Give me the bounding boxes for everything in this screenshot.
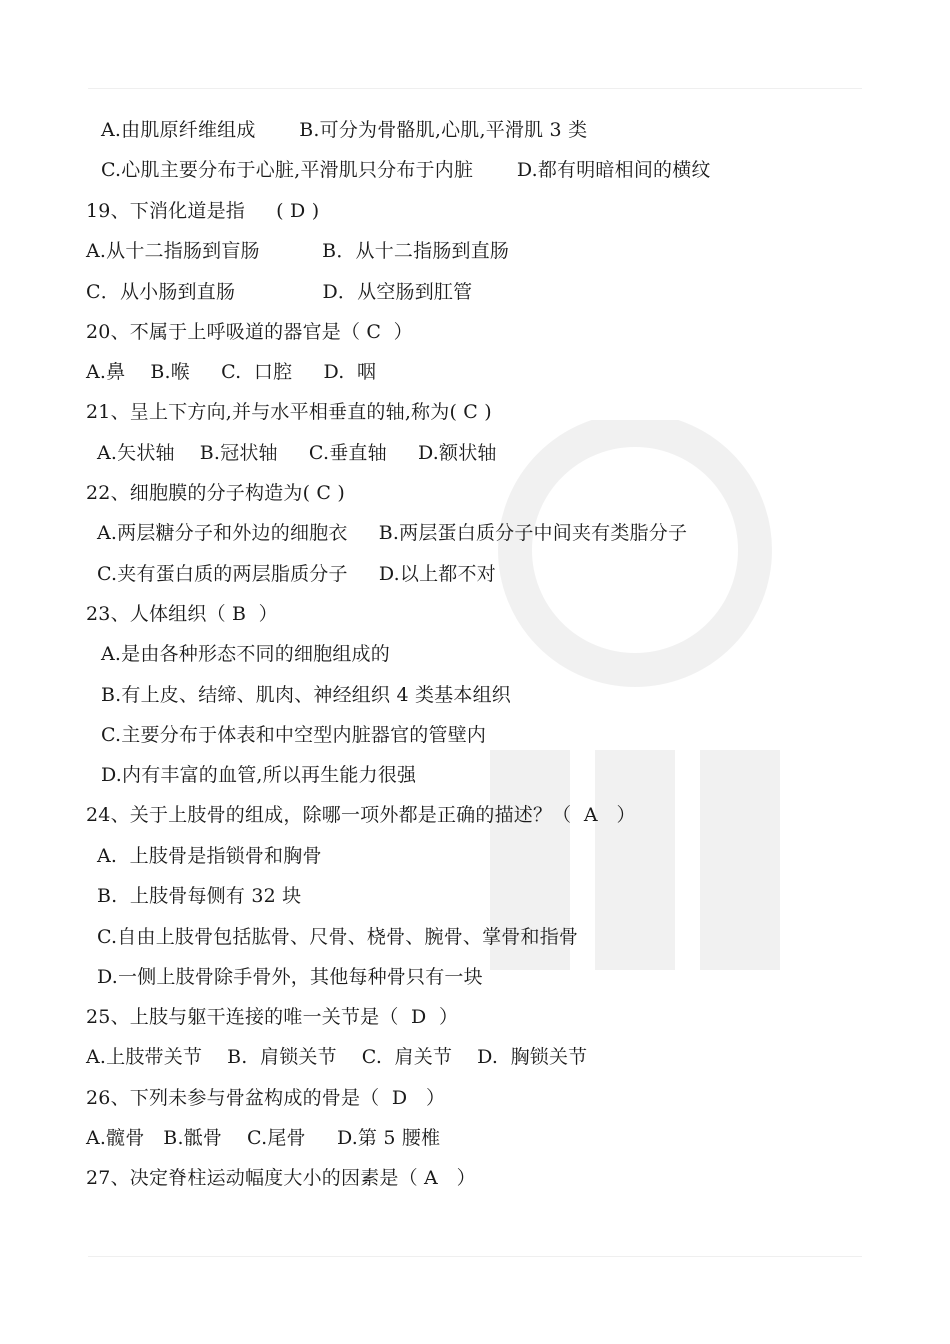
q26-options: A.髋骨 B.骶骨 C.尾骨 D.第 5 腰椎	[86, 1127, 441, 1149]
q22-options-a-b: A.两层糖分子和外边的细胞衣 B.两层蛋白质分子中间夹有类脂分子	[97, 522, 688, 544]
q23-option-a: A.是由各种形态不同的细胞组成的	[101, 643, 390, 665]
q24-option-d: D.一侧上肢骨除手骨外，其他每种骨只有一块	[97, 966, 483, 988]
q22-options-c-d: C.夹有蛋白质的两层脂质分子 D.以上都不对	[97, 563, 496, 585]
option-line-c-d-muscle: C.心肌主要分布于心脏,平滑肌只分布于内脏 D.都有明暗相间的横纹	[101, 159, 711, 181]
q23-option-c: C.主要分布于体表和中空型内脏器官的管壁内	[101, 724, 487, 746]
q19-options-a-b: A.从十二指肠到盲肠 B．从十二指肠到直肠	[86, 240, 510, 262]
q21-options: A.矢状轴 B.冠状轴 C.垂直轴 D.额状轴	[97, 442, 497, 464]
question-20: 20、不属于上呼吸道的器官是（ C ）	[86, 321, 413, 343]
q20-options: A.鼻 B.喉 C. 口腔 D. 咽	[86, 361, 377, 383]
q24-option-a: A. 上肢骨是指锁骨和胸骨	[97, 845, 322, 867]
q25-options: A.上肢带关节 B. 肩锁关节 C. 肩关节 D. 胸锁关节	[86, 1046, 588, 1068]
q24-option-b: B. 上肢骨每侧有 32 块	[97, 885, 302, 907]
question-23: 23、人体组织（ B ）	[86, 603, 278, 625]
option-line-a-b-muscle: A.由肌原纤维组成 B.可分为骨骼肌,心肌,平滑肌 3 类	[101, 119, 588, 141]
q19-options-c-d: C．从小肠到直肠 D．从空肠到肛管	[86, 281, 473, 303]
q23-option-b: B.有上皮、结缔、肌肉、神经组织 4 类基本组织	[101, 684, 511, 706]
question-27: 27、决定脊柱运动幅度大小的因素是（ A ）	[86, 1167, 476, 1189]
question-22: 22、细胞膜的分子构造为( C )	[86, 482, 346, 504]
question-21: 21、呈上下方向,并与水平相垂直的轴,称为( C )	[86, 401, 492, 423]
q23-option-d: D.内有丰富的血管,所以再生能力很强	[101, 764, 417, 786]
footer-rule	[88, 1256, 862, 1257]
header-rule	[88, 88, 862, 89]
q24-option-c: C.自由上肢骨包括肱骨、尺骨、桡骨、腕骨、掌骨和指骨	[97, 926, 579, 948]
question-24: 24、关于上肢骨的组成，除哪一项外都是正确的描述？（ A ）	[86, 804, 636, 826]
question-25: 25、上肢与躯干连接的唯一关节是（ D ）	[86, 1006, 459, 1028]
question-19: 19、下消化道是指 ( D )	[86, 200, 320, 222]
watermark-logo-icon	[470, 420, 800, 980]
question-26: 26、下列未参与骨盆构成的骨是（ D ）	[86, 1087, 446, 1109]
